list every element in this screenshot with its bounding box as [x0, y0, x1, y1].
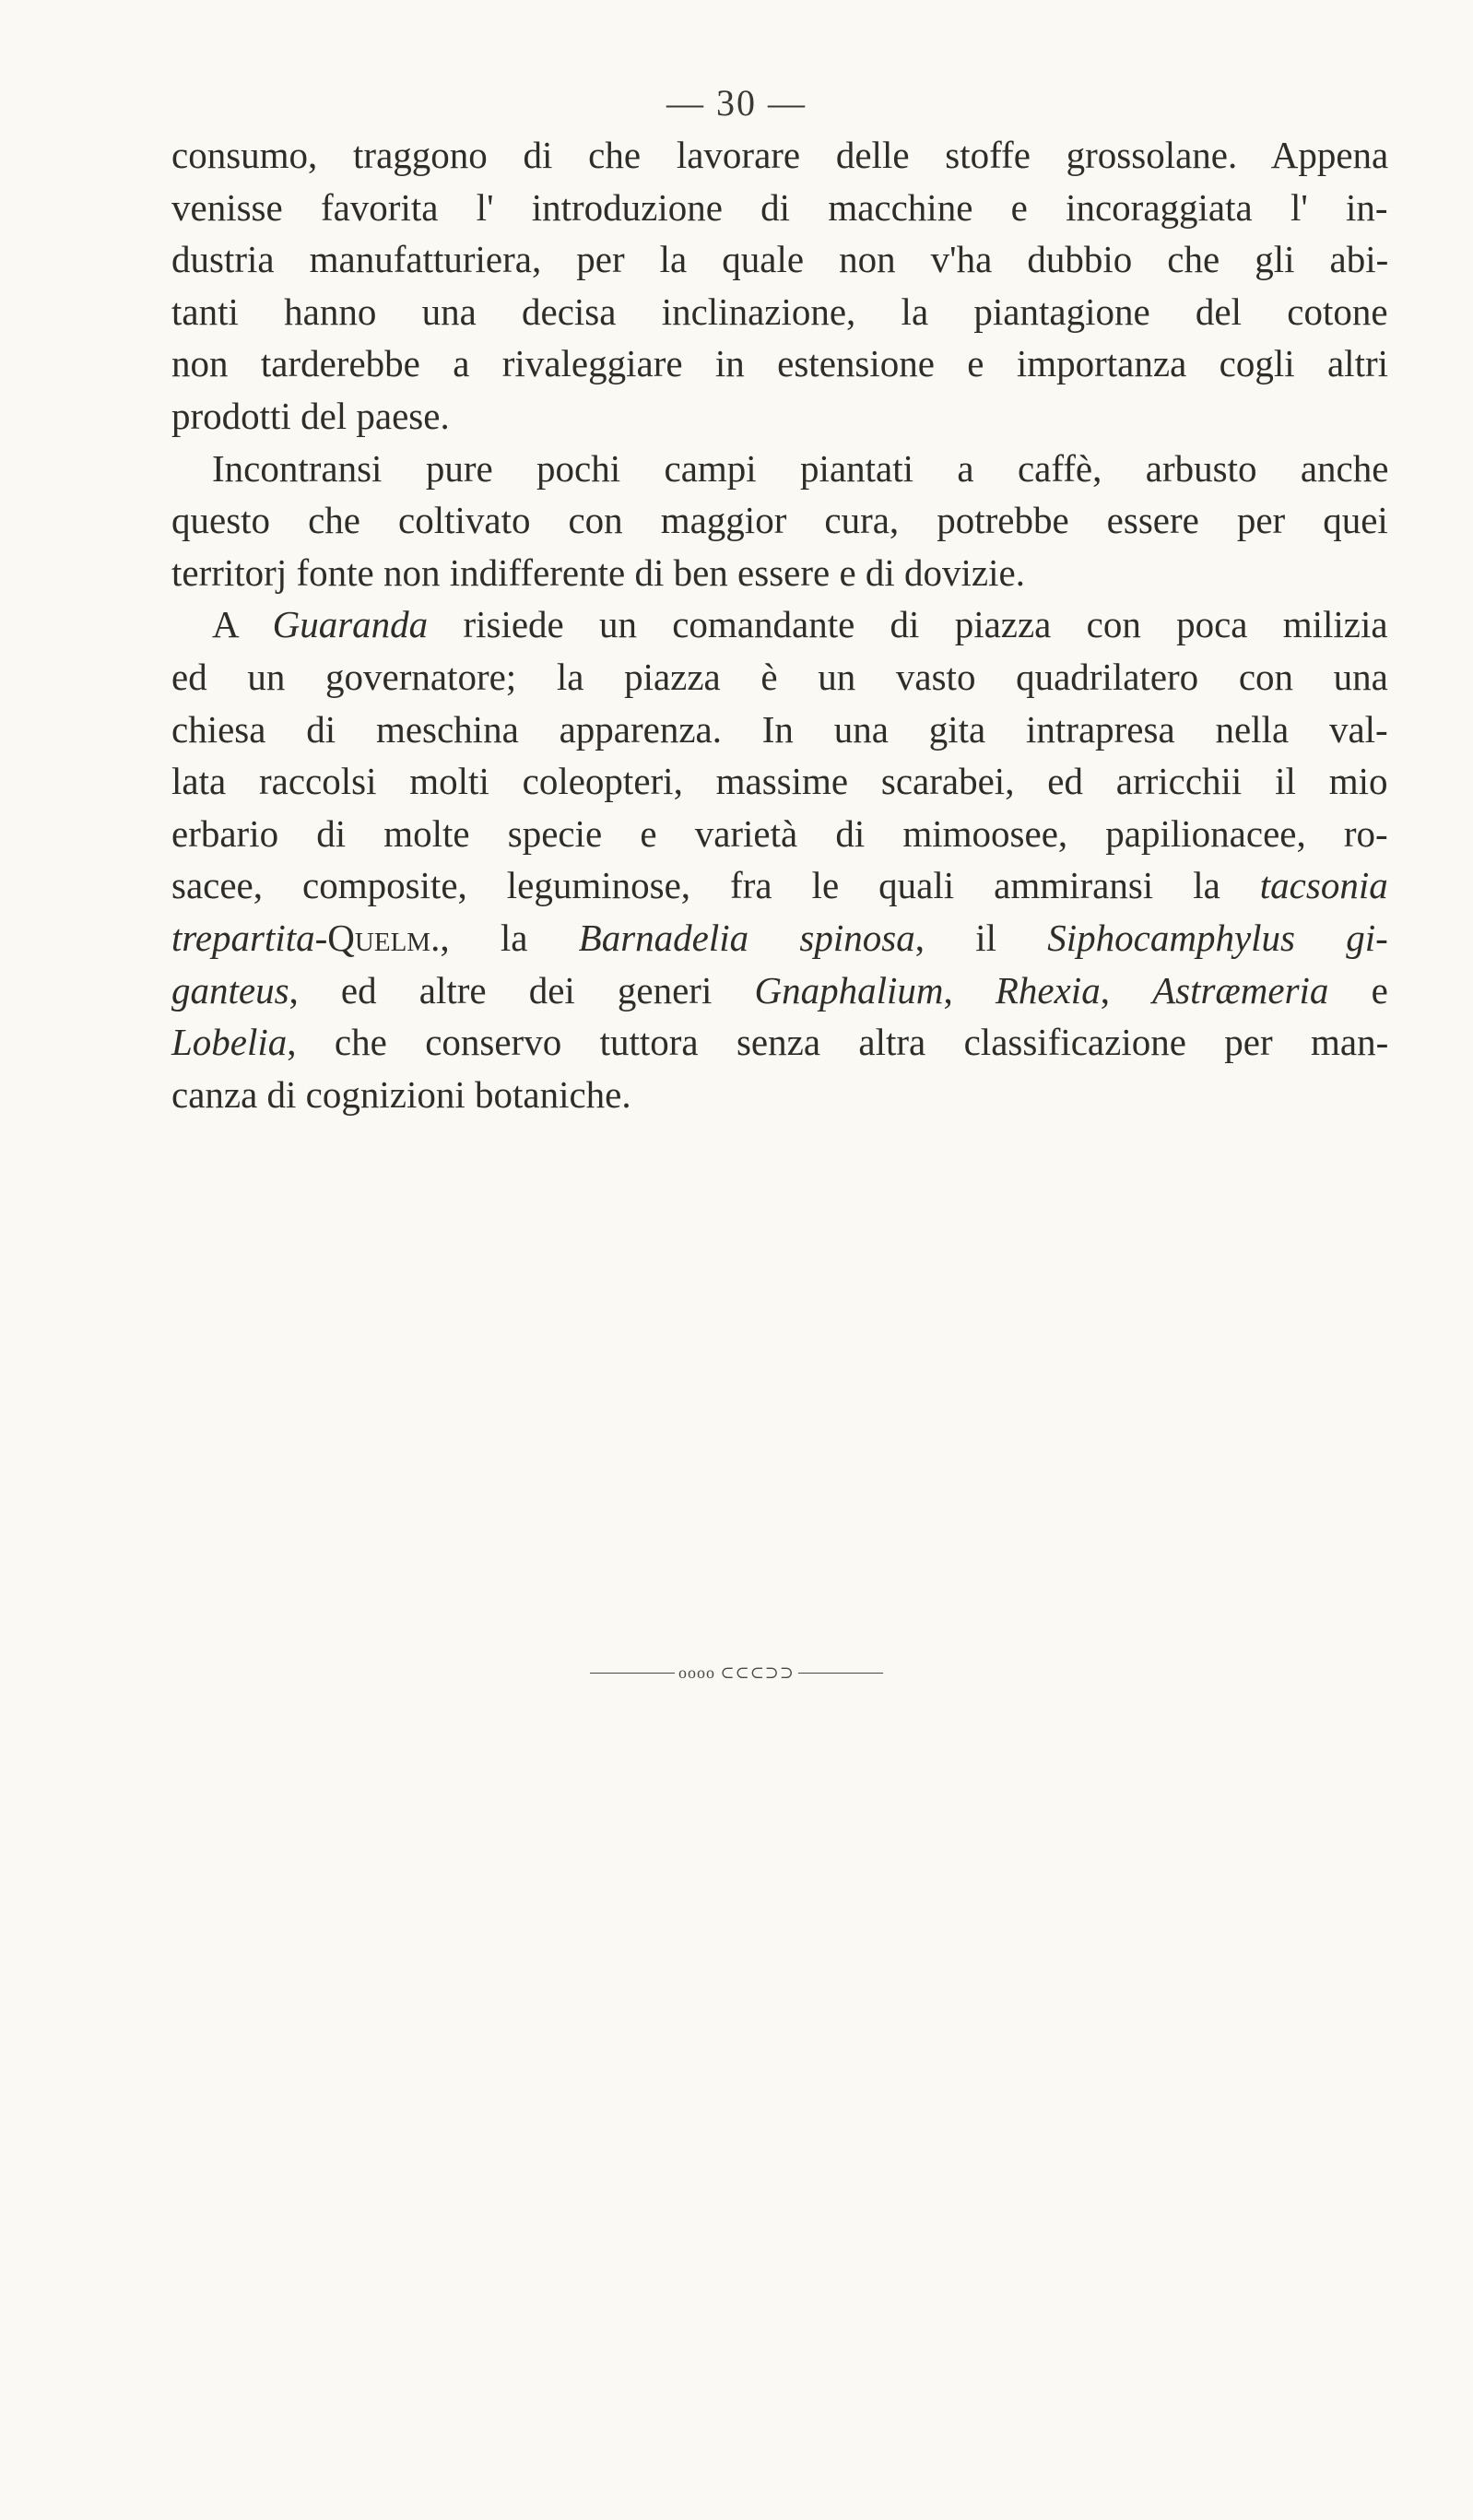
line-segment: ,: [1100, 968, 1153, 1012]
text-line: [171, 755, 1388, 808]
line-text: dustria manufatturiera, per la quale non v'ha dubbio che gli abi-: [171, 238, 1389, 281]
text-line: [171, 129, 1388, 182]
species-name-italic: trepartita: [171, 916, 315, 959]
place-name-italic: Guaranda: [272, 603, 429, 646]
genus-name-italic: Gnaphalium: [754, 968, 944, 1012]
genus-name-italic: Rhexia: [995, 968, 1101, 1012]
text-line: [171, 1016, 1388, 1069]
line-text: [171, 859, 1388, 912]
line-text: [212, 598, 1388, 651]
line-segment: sacee, composite, leguminose, fra le quali ammiransi la: [171, 864, 1260, 907]
text-line: [171, 964, 1388, 1017]
line-segment: , la: [440, 916, 579, 959]
author-abbreviation: -Quelm.: [314, 916, 441, 959]
body-text: [171, 129, 1388, 1120]
text-line: [171, 286, 1388, 338]
line-text: venisse favorita l' introduzione di macchine e incoraggiata l' in-: [171, 185, 1388, 229]
text-line: [171, 704, 1388, 756]
line-text: tanti hanno una decisa inclinazione, la piantagione del cotone: [171, 290, 1388, 333]
line-text: consumo, traggono di che lavorare delle stoffe grossolane. Appena: [171, 134, 1389, 176]
line-text: questo che coltivato con maggior cura, potrebbe essere per quei: [171, 499, 1388, 542]
text-line: [171, 494, 1388, 547]
ornament-rule-left: [590, 1673, 675, 1674]
species-name-italic: ganteus: [171, 968, 289, 1012]
species-name-italic: Barnadelia spinosa: [578, 916, 915, 959]
section-ornament: [0, 1662, 1473, 1683]
line-segment: , che conservo tuttora senza altra classificazione per man-: [287, 1021, 1389, 1064]
line-text: canza di cognizioni botaniche.: [171, 1072, 631, 1116]
text-line: [171, 651, 1388, 704]
ornament-rule-right: [798, 1673, 883, 1674]
text-line: [171, 443, 1388, 495]
line-segment: risiede un comandante di piazza con poca milizia: [428, 603, 1388, 646]
line-text: lata raccolsi molti coleopteri, massime scarabei, ed arricchii il mio: [171, 760, 1388, 803]
species-name-italic: Siphocamphylus gi-: [1047, 916, 1388, 959]
text-line: [171, 808, 1388, 860]
line-text: [171, 912, 1388, 964]
line-text: ed un governatore; la piazza è un vasto quadrilatero con una: [171, 655, 1388, 698]
text-line: [171, 390, 1388, 443]
line-segment: A: [212, 603, 273, 646]
line-segment: ,: [943, 968, 996, 1012]
line-text: Incontransi pure pochi campi piantati a caffè, arbusto anche: [212, 446, 1389, 490]
species-name-italic: tacsonia: [1259, 864, 1388, 907]
line-segment: , ed altre dei generi: [289, 968, 755, 1012]
genus-name-italic: Astræmeria: [1152, 968, 1329, 1012]
line-text: non tarderebbe a rivaleggiare in estensione e importanza cogli altri: [171, 342, 1389, 385]
text-line: [171, 337, 1388, 390]
line-text: prodotti del paese.: [171, 394, 450, 437]
line-text: chiesa di meschina apparenza. In una gita intrapresa nella val-: [171, 707, 1388, 751]
text-line: [171, 598, 1388, 651]
text-line: [171, 859, 1388, 912]
line-text: [171, 1016, 1388, 1069]
line-text: erbario di molte specie e varietà di mimoosee, papilionacee, ro-: [171, 811, 1388, 855]
line-segment: , il: [914, 916, 1048, 959]
line-text: territorj fonte non indifferente di ben essere e di dovizie.: [171, 550, 1025, 594]
genus-name-italic: Lobelia: [171, 1021, 288, 1064]
text-line: [171, 233, 1388, 286]
text-line: [171, 547, 1388, 599]
ornament-glyphs: oooo ⊂⊂⊂⊃⊃: [678, 1663, 795, 1683]
page-number: — 30 —: [666, 82, 807, 124]
text-line: [171, 182, 1388, 234]
text-line: [171, 1069, 1388, 1121]
line-segment: e: [1328, 968, 1388, 1012]
text-line: [171, 912, 1388, 964]
line-text: [171, 964, 1388, 1017]
